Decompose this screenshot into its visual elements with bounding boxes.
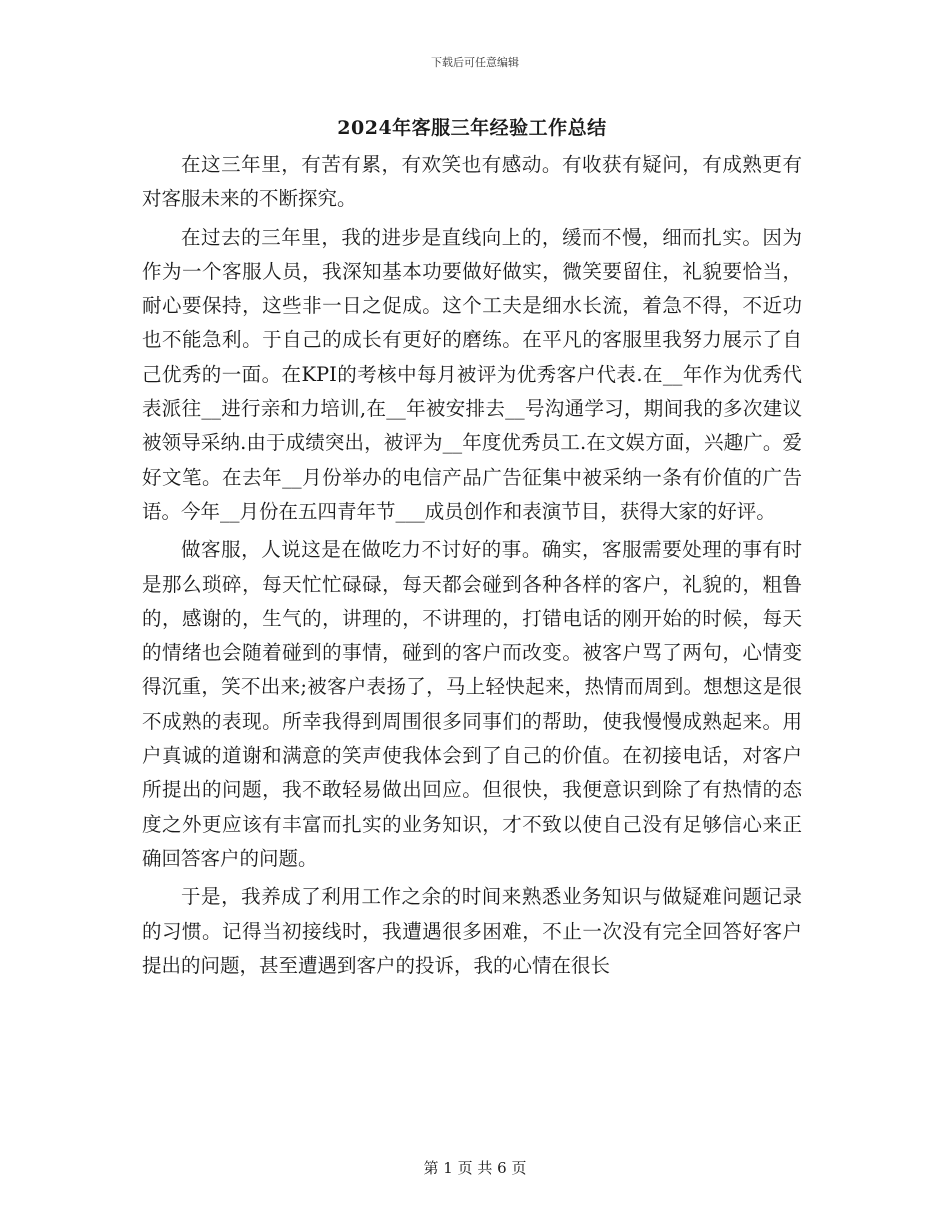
paragraph-4: 于是，我养成了利用工作之余的时间来熟悉业务知识与做疑难问题记录的习惯。记得当初接线时，我遭遇很多困难，不止一次没有完全回答好客户提出的问题，甚至遭遇到客户的投诉，我的心情在很长 bbox=[142, 885, 802, 977]
page-header-note: 下载后可任意编辑 bbox=[431, 56, 519, 69]
paragraph-3: 做客服，人说这是在做吃力不讨好的事。确实，客服需要处理的事有时是那么琐碎，每天忙忙碌碌，每天都会碰到各种各样的客户，礼貌的，粗鲁的，感谢的，生气的，讲理的，不讲理的，打错电话的刚开始的时候，每天的情绪也会随着碰到的事情，碰到的客户而改变。被客户骂了两句，心情变得沉重，笑不出来;被客户表扬了，马上轻快起来，热情而周到。想想这是很不成熟的表现。所幸我得到周围很多同事们的帮助，使我慢慢成熟起来。用户真诚的道谢和满意的笑声使我体会到了自己的价值。在初接电话，对客户所提出的问题，我不敢轻易做出回应。但很快，我便意识到除了有热情的态度之外更应该有丰富而扎实的业务知识，才不致以使自己没有足够信心来正确回答客户的问题。 bbox=[142, 538, 802, 870]
paragraph-1: 在这三年里，有苦有累，有欢笑也有感动。有收获有疑问，有成熟更有对客服未来的不断探究。 bbox=[142, 153, 802, 211]
document-body bbox=[142, 112, 802, 987]
paragraph-2: 在过去的三年里，我的进步是直线向上的，缓而不慢，细而扎实。因为作为一个客服人员，我深知基本功要做好做实，微笑要留住，礼貌要恰当，耐心要保持，这些非一日之促成。这个工夫是细水长流，着急不得，不近功也不能急利。于自己的成长有更好的磨练。在平凡的客服里我努力展示了自己优秀的一面。在KPI的考核中每月被评为优秀客户代表.在__年作为优秀代表派往__进行亲和力培训,在__年被安排去__号沟通学习，期间我的多次建议被领导采纳.由于成绩突出，被评为__年度优秀员工.在文娱方面，兴趣广。爱好文笔。在去年__月份举办的电信产品广告征集中被采纳一条有价值的广告语。今年__月份在五四青年节___成员创作和表演节目，获得大家的好评。 bbox=[142, 225, 802, 523]
document-title: 2024年客服三年经验工作总结 bbox=[337, 117, 607, 139]
page-number: 第 1 页 共 6 页 bbox=[423, 1159, 527, 1177]
